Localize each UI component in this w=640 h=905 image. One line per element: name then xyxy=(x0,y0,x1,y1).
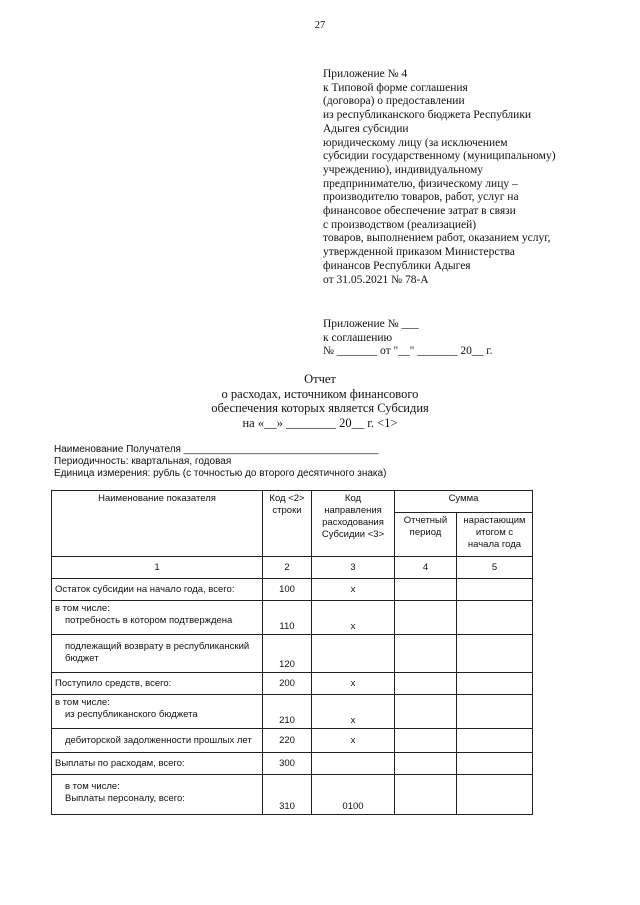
row-label: в том числе: xyxy=(55,697,110,708)
table-row xyxy=(52,729,533,753)
row-sublabel: Выплаты персоналу, всего: xyxy=(65,792,185,804)
column-number: 5 xyxy=(457,557,533,579)
report-title-line: на «__» ________ 20__ г. <1> xyxy=(242,415,398,430)
appendix-line: предпринимателю, физическому лицу – xyxy=(323,177,518,190)
cumulative-cell[interactable] xyxy=(457,673,533,695)
reporting-period-cell[interactable] xyxy=(395,753,457,775)
appendix-line: учреждению), индивидуальному xyxy=(323,163,484,176)
table-row xyxy=(52,673,533,695)
row-sublabel: подлежащий возврату в республиканский бюджет xyxy=(65,641,250,664)
row-direction: x xyxy=(312,729,395,753)
reporting-period-cell[interactable] xyxy=(395,579,457,601)
reporting-period-cell[interactable] xyxy=(395,695,457,729)
column-number: 1 xyxy=(52,557,263,579)
cumulative-cell[interactable] xyxy=(457,601,533,635)
report-meta xyxy=(54,444,386,480)
appendix-line: товаров, выполнением работ, оказанием услуг, xyxy=(323,232,551,245)
row-label: в том числе: xyxy=(55,603,110,614)
row-direction: x xyxy=(312,673,395,695)
row-direction: x xyxy=(312,579,395,601)
appendix-line: с производством (реализацией) xyxy=(323,218,477,231)
cumulative-cell[interactable] xyxy=(457,729,533,753)
row-direction: 0100 xyxy=(312,775,395,815)
column-number: 2 xyxy=(263,557,312,579)
reporting-period-cell[interactable] xyxy=(395,635,457,673)
appendix-line: субсидии государственному (муниципальному) xyxy=(323,150,556,163)
row-direction xyxy=(312,753,395,775)
row-code: 200 xyxy=(263,673,312,695)
agreement-line: Приложение № ___ xyxy=(323,318,419,330)
row-code: 110 xyxy=(263,601,312,635)
row-label-cell xyxy=(52,729,263,753)
appendix-line: к Типовой форме соглашения xyxy=(323,81,468,94)
header-sum: Сумма xyxy=(395,491,533,513)
row-label-cell xyxy=(52,695,263,729)
row-code: 100 xyxy=(263,579,312,601)
appendix-line: от 31.05.2021 № 78-А xyxy=(323,273,429,286)
appendix-line: из республиканского бюджета Республики xyxy=(323,109,532,122)
recipient-line: Наименование Получателя ___________________________________ xyxy=(54,444,379,455)
appendix-header xyxy=(323,68,623,287)
report-title-line: обеспечения которых является Субсидия xyxy=(211,401,429,416)
unit-line: Единица измерения: рубль (с точностью до второго десятичного знака) xyxy=(54,468,387,479)
cumulative-cell[interactable] xyxy=(457,579,533,601)
report-table-container xyxy=(51,490,533,815)
row-direction: x xyxy=(312,601,395,635)
appendix-line: (договора) о предоставлении xyxy=(323,95,465,108)
row-code: 220 xyxy=(263,729,312,753)
row-label: в том числе: xyxy=(65,781,120,792)
table-row xyxy=(52,635,533,673)
table-row xyxy=(52,695,533,729)
header-reporting-period: Отчетный период xyxy=(395,513,457,557)
appendix-line: юридическому лицу (за исключением xyxy=(323,136,508,149)
row-code: 210 xyxy=(263,695,312,729)
row-label: Выплаты по расходам, всего: xyxy=(52,753,263,775)
header-direction-code: Код направления расходования Субсидии <3> xyxy=(312,491,395,557)
row-code: 310 xyxy=(263,775,312,815)
row-label-cell xyxy=(52,635,263,673)
row-code: 120 xyxy=(263,635,312,673)
report-title xyxy=(0,372,640,430)
agreement-line: № _______ от "__" _______ 20__ г. xyxy=(323,345,493,358)
table-row xyxy=(52,775,533,815)
reporting-period-cell[interactable] xyxy=(395,775,457,815)
report-title-line: о расходах, источником финансового xyxy=(221,386,419,401)
appendix-line: производителю товаров, работ, услуг на xyxy=(323,191,519,204)
reporting-period-cell[interactable] xyxy=(395,729,457,753)
periodicity-line: Периодичность: квартальная, годовая xyxy=(54,456,232,467)
report-title-line: Отчет xyxy=(304,372,336,386)
appendix-line: утвержденной приказом Министерства xyxy=(323,246,515,259)
agreement-line: к соглашению xyxy=(323,331,393,344)
row-sublabel: потребность в котором подтверждена xyxy=(65,614,233,626)
cumulative-cell[interactable] xyxy=(457,753,533,775)
row-label: Поступило средств, всего: xyxy=(52,673,263,695)
page-number: 27 xyxy=(314,20,326,31)
cumulative-cell[interactable] xyxy=(457,635,533,673)
column-number: 4 xyxy=(395,557,457,579)
table-row xyxy=(52,579,533,601)
row-label-cell xyxy=(52,601,263,635)
reporting-period-cell[interactable] xyxy=(395,601,457,635)
header-row-code: Код <2> строки xyxy=(263,491,312,557)
table-row xyxy=(52,753,533,775)
header-name: Наименование показателя xyxy=(52,491,263,557)
row-direction: x xyxy=(312,695,395,729)
row-sublabel: из республиканского бюджета xyxy=(65,708,198,720)
reporting-period-cell[interactable] xyxy=(395,673,457,695)
row-code: 300 xyxy=(263,753,312,775)
agreement-header xyxy=(323,318,623,359)
appendix-line: Приложение № 4 xyxy=(323,68,408,80)
report-table xyxy=(51,490,533,815)
appendix-line: финансов Республики Адыгея xyxy=(323,259,471,272)
column-number: 3 xyxy=(312,557,395,579)
row-sublabel: дебиторской задолженности прошлых лет xyxy=(65,734,252,746)
row-label: Остаток субсидии на начало года, всего: xyxy=(52,579,263,601)
header-cumulative: нарастающим итогом с начала года xyxy=(457,513,533,557)
cumulative-cell[interactable] xyxy=(457,695,533,729)
row-direction xyxy=(312,635,395,673)
table-row xyxy=(52,601,533,635)
appendix-line: финансовое обеспечение затрат в связи xyxy=(323,205,516,218)
appendix-line: Адыгея субсидии xyxy=(323,122,409,135)
row-label-cell xyxy=(52,775,263,815)
cumulative-cell[interactable] xyxy=(457,775,533,815)
